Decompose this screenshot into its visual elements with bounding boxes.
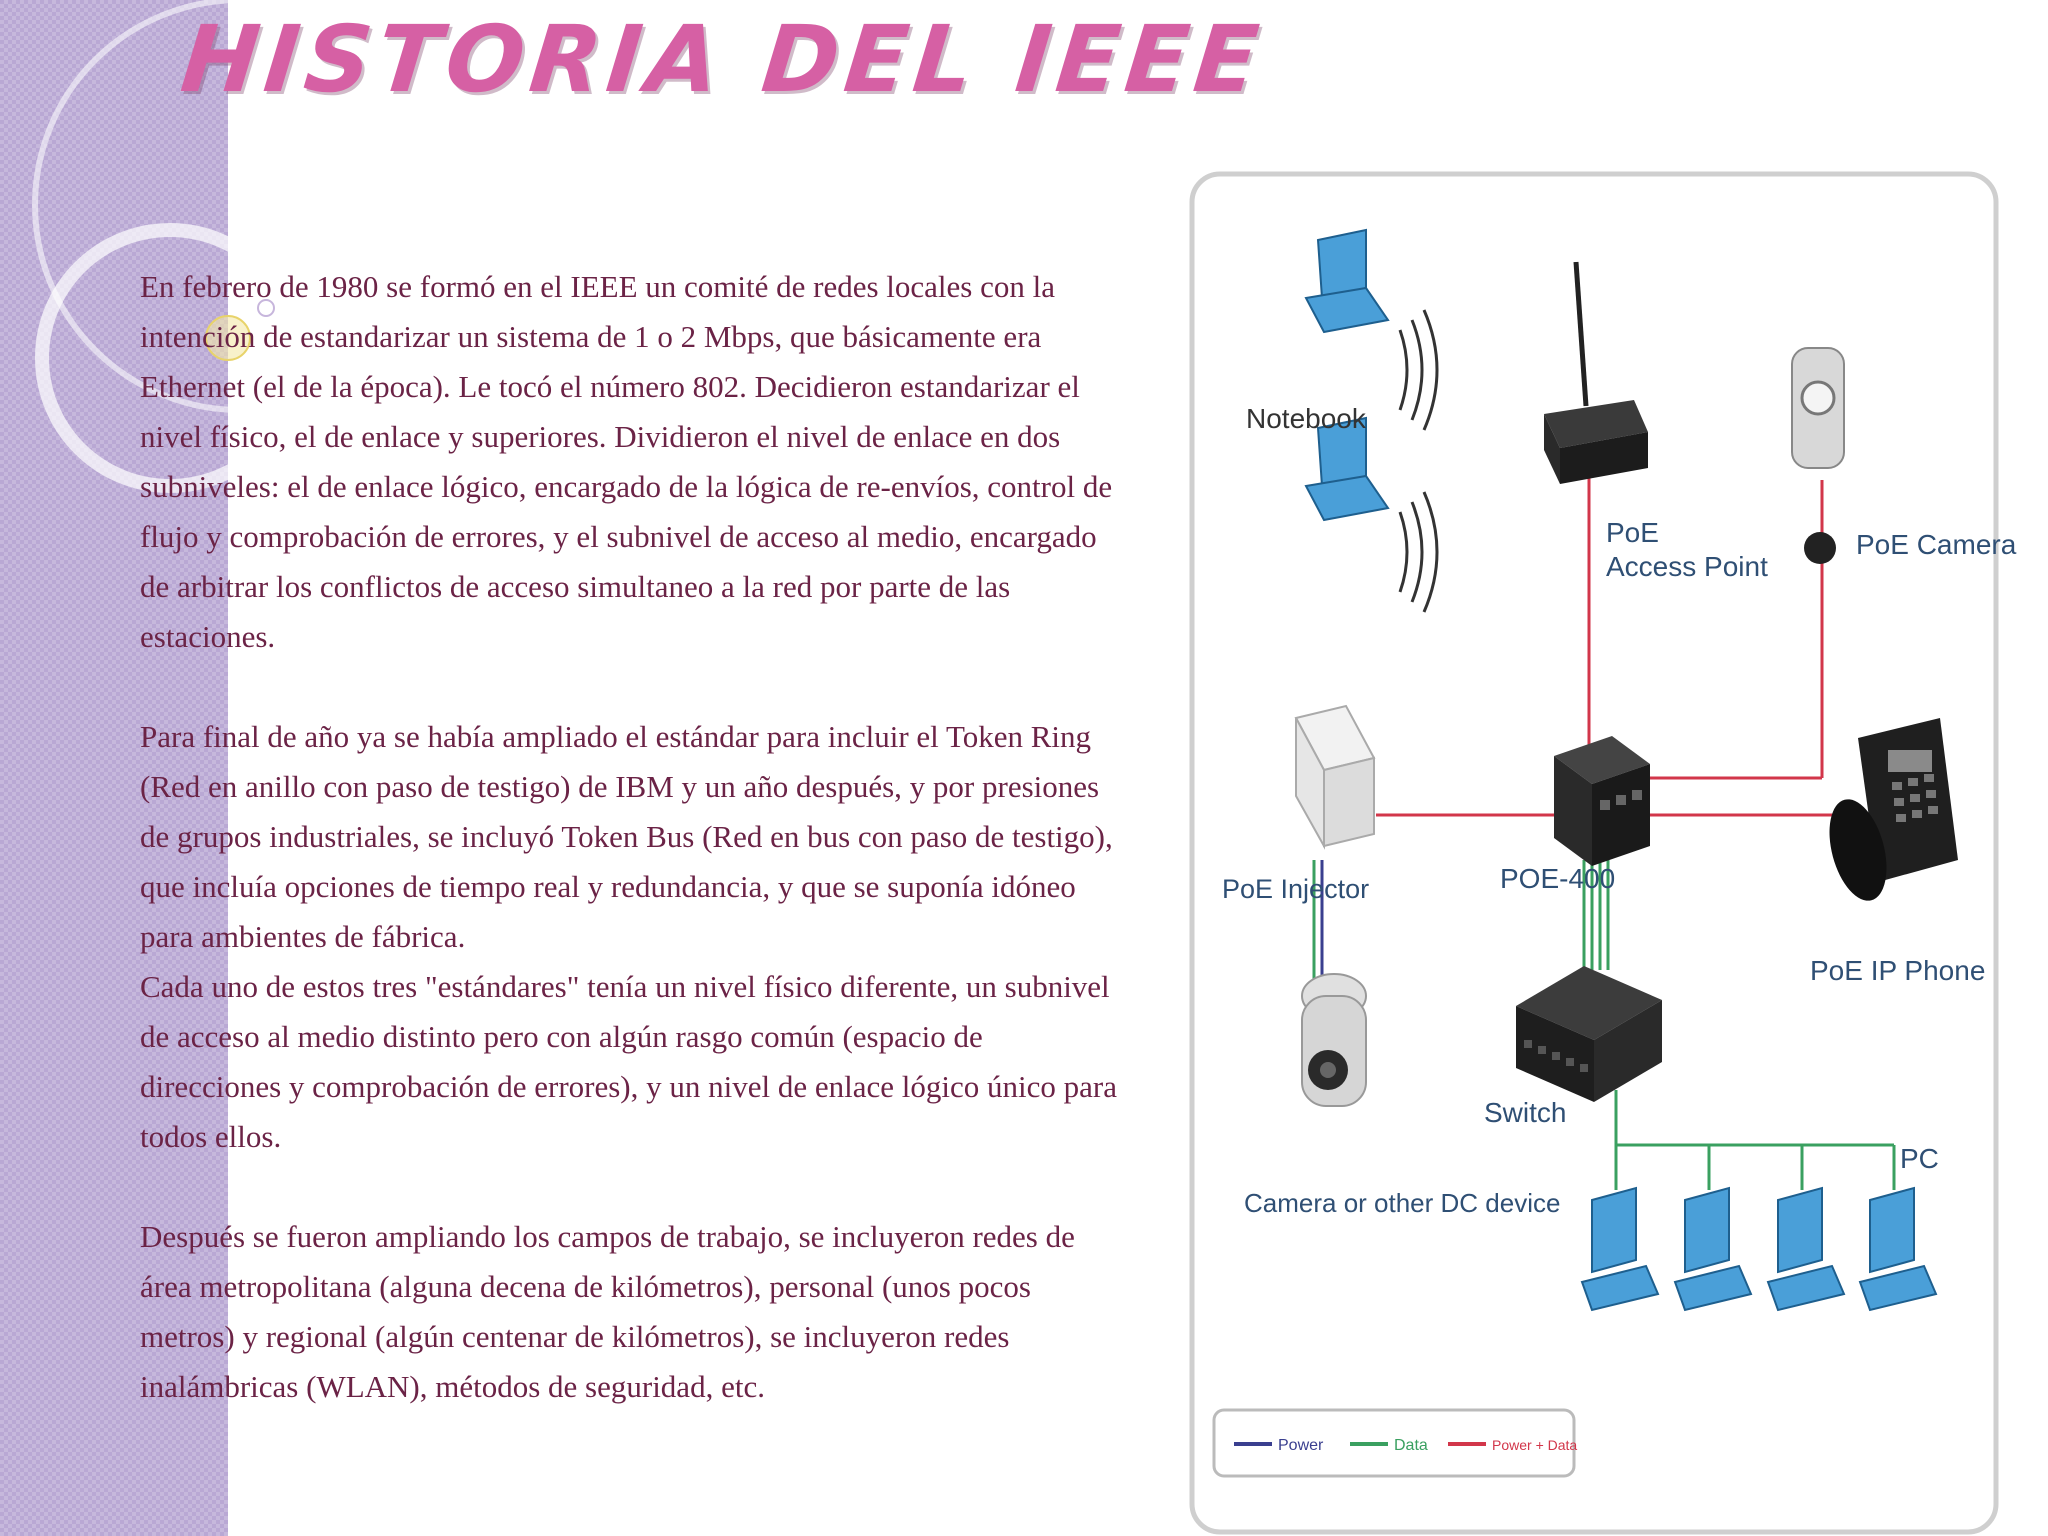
injector-label: PoE Injector [1222,874,1370,904]
paragraph-1 [140,262,1200,662]
access-point-label-line2: Access Point [1606,551,1768,582]
notebook-label: Notebook [1246,403,1366,434]
text-line: En febrero de 1980 se formó en el IEEE un comité de redes locales con la [140,269,1055,304]
text-line: de acceso al medio distinto pero con algún rasgo común (espacio de [140,1019,983,1054]
paragraph-2 [140,712,1200,962]
text-line: Cada uno de estos tres "estándares" tenía un nivel físico diferente, un subnivel [140,969,1110,1004]
text-line: inalámbricas (WLAN), métodos de seguridad, etc. [140,1369,765,1404]
legend [1214,1410,1577,1476]
body-text [140,262,1200,1412]
pc-label: PC [1900,1143,1939,1174]
ip-phone-label: PoE IP Phone [1810,955,1986,986]
text-line: intención de estandarizar un sistema de 1 o 2 Mbps, que básicamente era [140,319,1042,354]
text-line: de grupos industriales, se incluyó Token Bus (Red en bus con paso de testigo), [140,819,1113,854]
poe400-icon [1554,736,1650,866]
text-line: subniveles: el de enlace lógico, encargado de la lógica de re-envíos, control de [140,469,1113,504]
text-line: que incluía opciones de tiempo real y redundancia, y que se suponía idóneo [140,869,1076,904]
slide-title: HISTORIA DEL IEEE [176,6,1270,113]
text-line: para ambientes de fábrica. [140,919,466,954]
text-line: direcciones y comprobación de errores), y un nivel de enlace lógico único para [140,1069,1117,1104]
text-line: flujo y comprobación de errores, y el subnivel de acceso al medio, encargado [140,519,1097,554]
poe400-label: POE-400 [1500,863,1616,894]
paragraph-4 [140,1212,1200,1412]
text-line: estaciones. [140,619,276,654]
text-line: Para final de año ya se había ampliado el estándar para incluir el Token Ring [140,719,1092,754]
access-point-label-line1: PoE [1606,517,1659,548]
poe-network-diagram [1188,170,2017,1536]
text-line: metros) y regional (algún centenar de kilómetros), se incluyeron redes [140,1319,1010,1354]
text-line: todos ellos. [140,1119,282,1154]
text-line: (Red en anillo con paso de testigo) de IBM y un año después, y por presiones [140,769,1100,804]
legend-data-label: Data [1394,1437,1428,1454]
text-line: nivel físico, el de enlace y superiores. Dividieron el nivel de enlace en dos [140,419,1061,454]
legend-power-data-label: Power + Data [1492,1437,1578,1453]
switch-label: Switch [1484,1097,1567,1128]
legend-power-label: Power [1278,1437,1324,1454]
text-line: Ethernet (el de la época). Le tocó el número 802. Decidieron estandarizar el [140,369,1080,404]
text-line: Después se fueron ampliando los campos de trabajo, se incluyeron redes de [140,1219,1075,1254]
dc-device-label: Camera or other DC device [1244,1188,1561,1218]
text-line: área metropolitana (alguna decena de kilómetros), personal (unos pocos [140,1269,1031,1304]
camera-label: PoE Camera [1856,529,2017,560]
paragraph-3 [140,962,1200,1162]
text-line: de arbitrar los conflictos de acceso simultaneo a la red por parte de las [140,569,1011,604]
dc-camera-icon [1302,974,1366,1106]
